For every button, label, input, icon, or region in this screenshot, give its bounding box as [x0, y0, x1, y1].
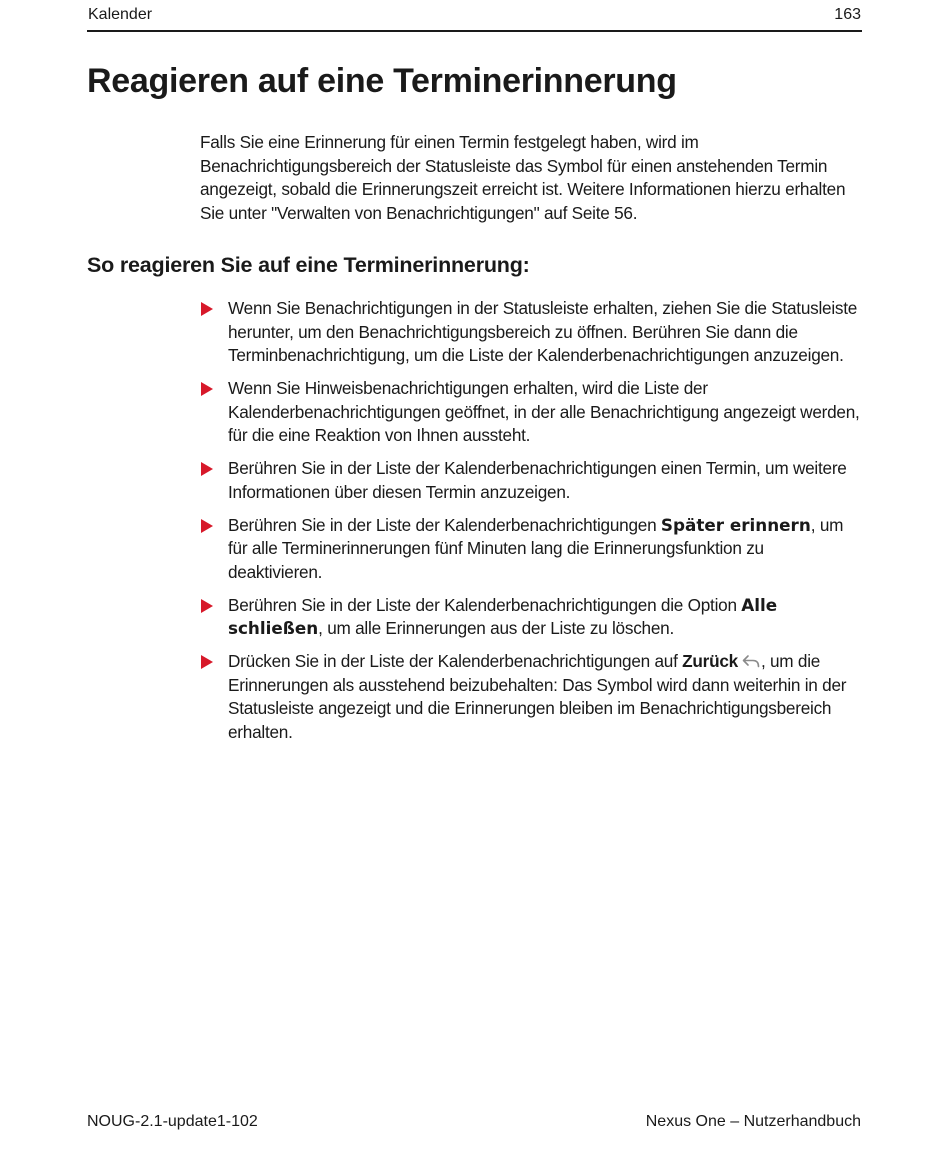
back-arrow-icon: [741, 654, 761, 668]
footer-document-id: NOUG-2.1-update1-102: [87, 1113, 258, 1130]
ui-label-snooze: Später erinnern: [660, 514, 811, 535]
step-text: Wenn Sie Hinweisbenachrichtigungen erhalten, wird die Liste der Kalenderbenachrichtigungen geöffnet, in der alle Benachrichtigung angezeigt werden, für die eine Reaktion von Ihnen aussteht.: [228, 378, 860, 445]
step-text-after: , um für alle Terminerinnerungen fünf Minuten lang die Erinnerungsfunktion zu deaktivieren.: [228, 514, 844, 582]
red-triangle-bullet-icon: [201, 519, 213, 533]
step-item: [200, 457, 862, 504]
step-text: Wenn Sie Benachrichtigungen in der Statusleiste erhalten, ziehen Sie die Statusleiste herunter, um den Benachrichtigungsbereich zu öffnen. Berühren Sie dann die Terminbenachrichtigung, um die Liste der Kalenderbenachrichtigungen anzuzeigen.: [228, 298, 858, 365]
red-triangle-bullet-icon: [201, 462, 213, 476]
step-item: [200, 377, 862, 448]
red-triangle-bullet-icon: [201, 599, 213, 613]
step-text: Berühren Sie in der Liste der Kalenderbenachrichtigungen einen Termin, um weitere Informationen über diesen Termin anzuzeigen.: [228, 458, 847, 502]
ui-label-back: Zurück: [682, 651, 738, 671]
step-text-after: , um alle Erinnerungen aus der Liste zu löschen.: [318, 618, 675, 638]
step-text-before: Berühren Sie in der Liste der Kalenderbenachrichtigungen die Option: [228, 594, 742, 615]
procedure-heading: So reagieren Sie auf eine Terminerinnerung:: [87, 253, 530, 277]
intro-paragraph: Falls Sie eine Erinnerung für einen Termin festgelegt haben, wird im Benachrichtigungsbereich der Statusleiste das Symbol für einen anstehenden Termin angezeigt, sobald die Erinnerungszeit erreicht ist. Weitere Informationen hierzu erhalten Sie unter "Verwalten von Benachrichtigungen" auf Seite 56.: [200, 132, 846, 223]
step-text-after: , um die Erinnerungen als ausstehend beizubehalten: Das Symbol wird dann weiterhin in der Statusleiste angezeigt und die Erinnerungen bleiben im Benachrichtigungsbereich erhalten.: [228, 651, 847, 742]
header-section-title: Kalender: [88, 6, 153, 23]
footer-product-name: Nexus One – Nutzerhandbuch: [645, 1113, 861, 1130]
page-title: Reagieren auf eine Terminerinnerung: [87, 62, 677, 100]
page-header: [87, 4, 862, 32]
ui-label-dismiss-all: Alle schließen: [228, 594, 778, 638]
step-text-before: Berühren Sie in der Liste der Kalenderbenachrichtigungen: [228, 514, 661, 535]
step-text-before: Drücken Sie in der Liste der Kalenderbenachrichtigungen auf: [228, 651, 683, 671]
step-item: [200, 650, 862, 744]
step-item: [200, 297, 862, 368]
header-page-number: 163: [834, 6, 861, 23]
step-item: [200, 594, 862, 641]
red-triangle-bullet-icon: [201, 655, 213, 669]
step-item: [200, 514, 862, 585]
steps-list: [200, 297, 862, 754]
red-triangle-bullet-icon: [201, 302, 213, 316]
red-triangle-bullet-icon: [201, 382, 213, 396]
